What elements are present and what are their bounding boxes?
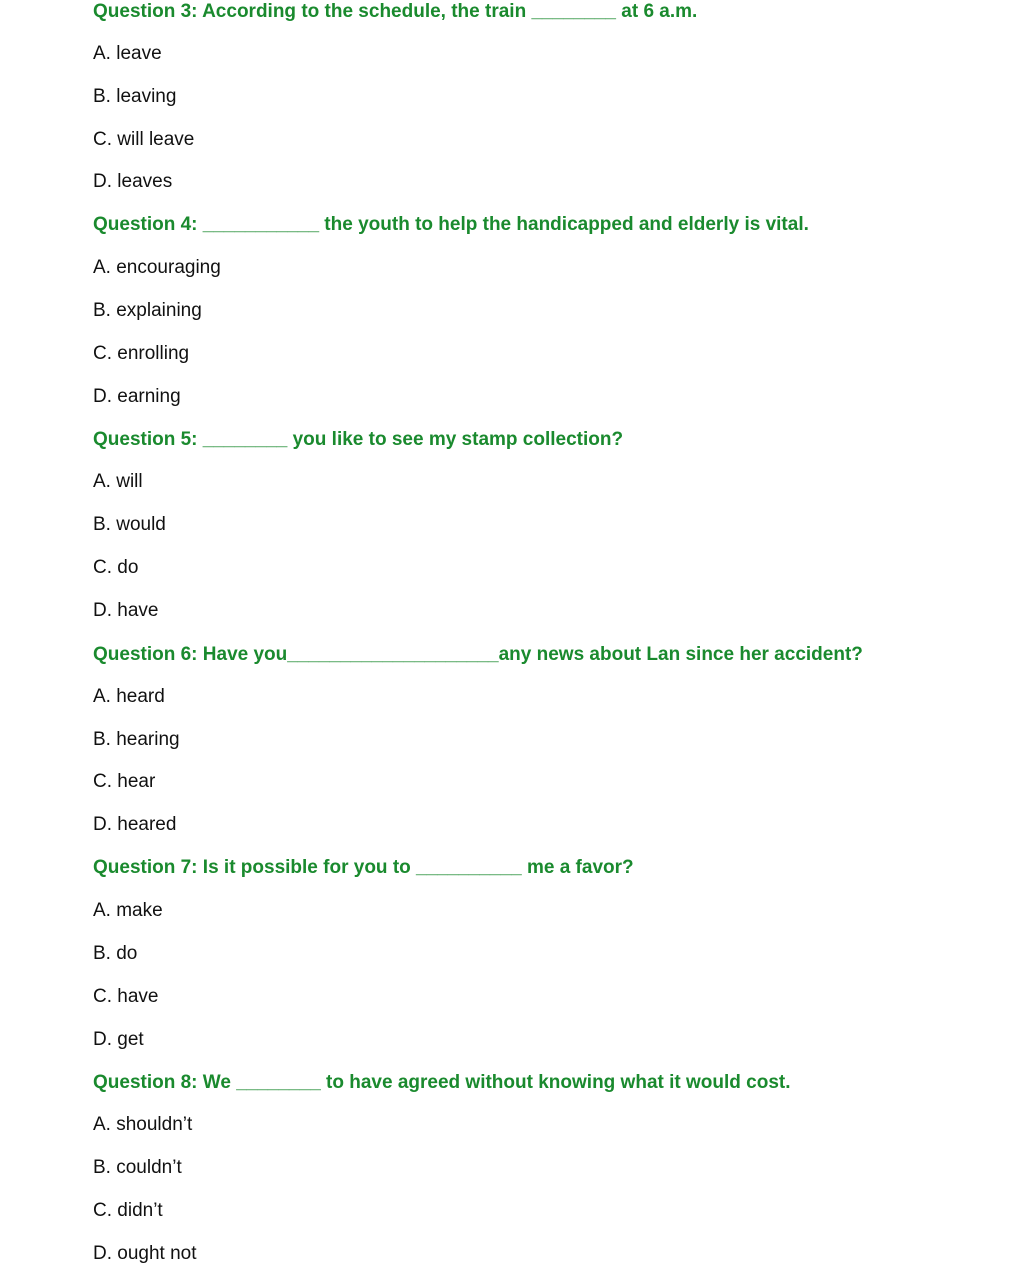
question-6-option-c[interactable]: C. hear [93,771,156,792]
question-6-option-b[interactable]: B. hearing [93,729,180,750]
question-6-option-a[interactable]: A. heard [93,686,165,707]
question-4-prompt: Question 4: ___________ the youth to help the handicapped and elderly is vital. [93,214,809,235]
question-8-option-a[interactable]: A. shouldn’t [93,1114,193,1135]
question-3-prompt: Question 3: According to the schedule, the train ________ at 6 a.m. [93,1,698,22]
question-5-option-d[interactable]: D. have [93,600,159,621]
question-7-option-c[interactable]: C. have [93,986,159,1007]
question-5-prompt: Question 5: ________ you like to see my stamp collection? [93,429,624,450]
question-7-option-b[interactable]: B. do [93,943,138,964]
question-8-option-b[interactable]: B. couldn’t [93,1157,182,1178]
question-6-option-d[interactable]: D. heared [93,814,177,835]
question-6-prompt: Question 6: Have you____________________any news about Lan since her accident? [93,644,863,665]
question-3-option-c[interactable]: C. will leave [93,129,195,150]
question-7-option-a[interactable]: A. make [93,900,163,921]
question-8-option-d[interactable]: D. ought not [93,1243,197,1264]
question-5-option-a[interactable]: A. will [93,471,143,492]
question-3-option-b[interactable]: B. leaving [93,86,177,107]
question-5-option-b[interactable]: B. would [93,514,166,535]
question-3-option-a[interactable]: A. leave [93,43,162,64]
question-5-option-c[interactable]: C. do [93,557,139,578]
question-4-option-c[interactable]: C. enrolling [93,343,190,364]
question-8-option-c[interactable]: C. didn’t [93,1200,163,1221]
question-4-option-a[interactable]: A. encouraging [93,257,221,278]
question-4-option-b[interactable]: B. explaining [93,300,202,321]
question-4-option-d[interactable]: D. earning [93,386,181,407]
question-8-prompt: Question 8: We ________ to have agreed without knowing what it would cost. [93,1072,791,1093]
question-7-prompt: Question 7: Is it possible for you to __________ me a favor? [93,857,634,878]
question-3-option-d[interactable]: D. leaves [93,171,173,192]
question-7-option-d[interactable]: D. get [93,1029,144,1050]
